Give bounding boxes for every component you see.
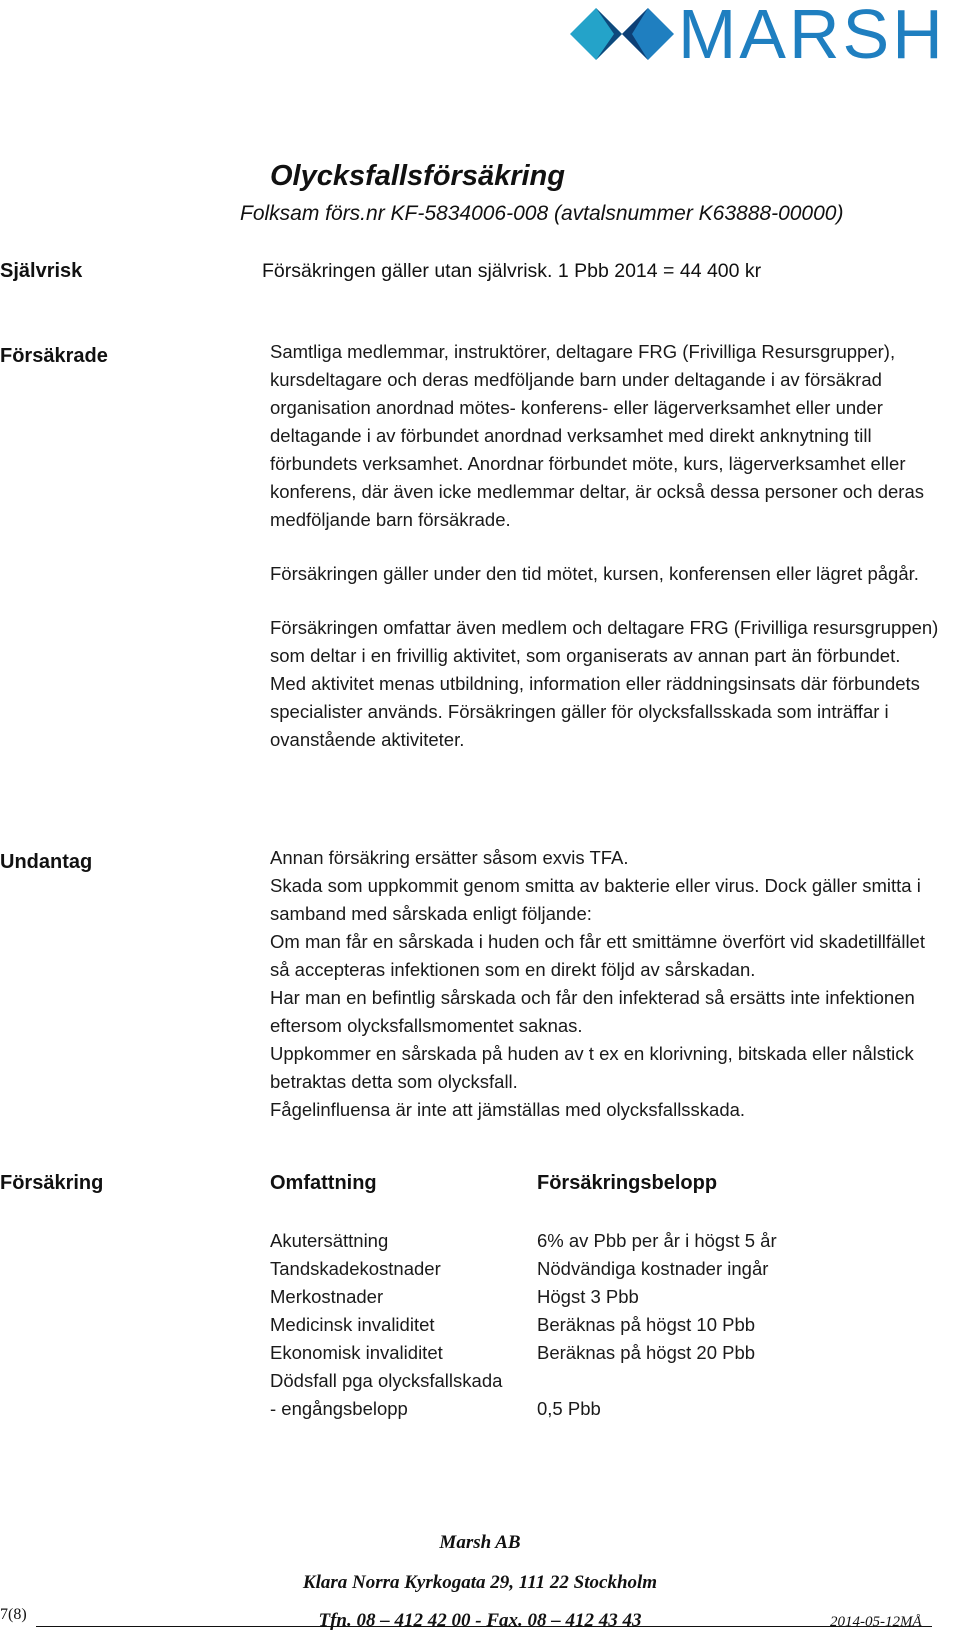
undantag-section [270,844,945,1124]
undantag-line: Skada som uppkommit genom smitta av bakterie eller virus. Dock gäller smitta i samband med sårskada enligt följande: [270,875,921,924]
table-header-omfattning: Omfattning [270,1172,377,1194]
page-subtitle: Folksam förs.nr KF-5834006-008 (avtalsnummer K63888-00000) [240,202,844,225]
table-cell-omfattning: Medicinsk invaliditet [270,1314,435,1335]
forsakrade-paragraph: Försäkringen gäller under den tid mötet, kursen, konferensen eller lägret pågår. [270,563,919,584]
forsakrade-paragraph: Samtliga medlemmar, instruktörer, deltagare FRG (Frivilliga Resursgrupper), kursdeltagare och deras medföljande barn under deltagande i av försäkrad organisation anordnad mötes- konferens- eller lägerverksamhet eller under deltagande i av förbundet anordnad verksamhet med direkt anknytning till förbundets verksamhet. Anordnar förbundet möte, kurs, lägerverksamhet eller konferens, där även icke medlemmar deltar, är också dessa personer och deras medföljande barn försäkrade. [270,341,924,530]
table-cell-belopp: Högst 3 Pbb [537,1286,639,1307]
footer-address: Klara Norra Kyrkogata 29, 111 22 Stockholm [302,1572,658,1593]
table-cell-belopp: Beräknas på högst 10 Pbb [537,1314,756,1335]
table-header-belopp: Försäkringsbelopp [537,1172,718,1194]
logo-wordmark: MARSH [678,0,946,73]
forsakrade-paragraph: Med aktivitet menas utbildning, information eller räddningsinsats där förbundets specialister används. Försäkringen gäller för olycksfallsskada som inträffar i ovanstående aktiviteter. [270,673,920,750]
forsakrade-section [270,338,945,754]
marsh-logo-mark-icon [570,2,674,66]
table-cell-omfattning: Tandskadekostnader [270,1258,441,1279]
undantag-line: Annan försäkring ersätter såsom exvis TFA. [270,847,629,868]
page-title: Olycksfallsförsäkring [270,160,565,192]
table-cell-omfattning: Dödsfall pga olycksfallskada [270,1370,503,1391]
undantag-line: Har man en befintlig sårskada och får den infekterad så ersätts inte infektionen eftersom olycksfallsmomentet saknas. [270,987,915,1036]
table-cell-omfattning: Ekonomisk invaliditet [270,1342,443,1363]
sjalvrisk-text: Försäkringen gäller utan självrisk. 1 Pbb 2014 = 44 400 kr [262,260,762,282]
undantag-label: Undantag [0,851,93,873]
footer-company: Marsh AB [439,1532,521,1553]
table-cell-omfattning: Akutersättning [270,1230,389,1251]
table-cell-omfattning: - engångsbelopp [270,1398,408,1419]
footer-phone: Tfn. 08 – 412 42 00 - Fax. 08 – 412 43 43 [318,1610,642,1631]
footer-date: 2014-05-12MÅ [830,1614,922,1630]
table-cell-omfattning: Merkostnader [270,1286,384,1307]
undantag-line: Om man får en sårskada i huden och får ett smittämne överfört vid skadetillfället så accepteras infektionen som en direkt följd av sårskadan. [270,931,925,980]
marsh-logo [570,0,960,72]
undantag-line: Uppkommer en sårskada på huden av t ex en klorivning, bitskada eller nålstick betraktas detta som olycksfall. [270,1043,914,1092]
forsakrade-label: Försäkrade [0,345,108,367]
table-header-forsakring: Försäkring [0,1172,104,1194]
undantag-line: Fågelinfluensa är inte att jämställas med olycksfallsskada. [270,1099,746,1120]
table-cell-belopp: 6% av Pbb per år i högst 5 år [537,1230,777,1251]
table-cell-belopp: Nödvändiga kostnader ingår [537,1258,769,1279]
sjalvrisk-label: Självrisk [0,260,83,282]
table-cell-belopp: 0,5 Pbb [537,1398,601,1419]
forsakrade-paragraph: Försäkringen omfattar även medlem och deltagare FRG (Frivilliga resursgruppen) som deltar i en frivillig aktivitet, som organiserats av annan part än förbundet. [270,617,939,666]
page-number: 7(8) [0,1606,27,1623]
table-cell-belopp: Beräknas på högst 20 Pbb [537,1342,756,1363]
